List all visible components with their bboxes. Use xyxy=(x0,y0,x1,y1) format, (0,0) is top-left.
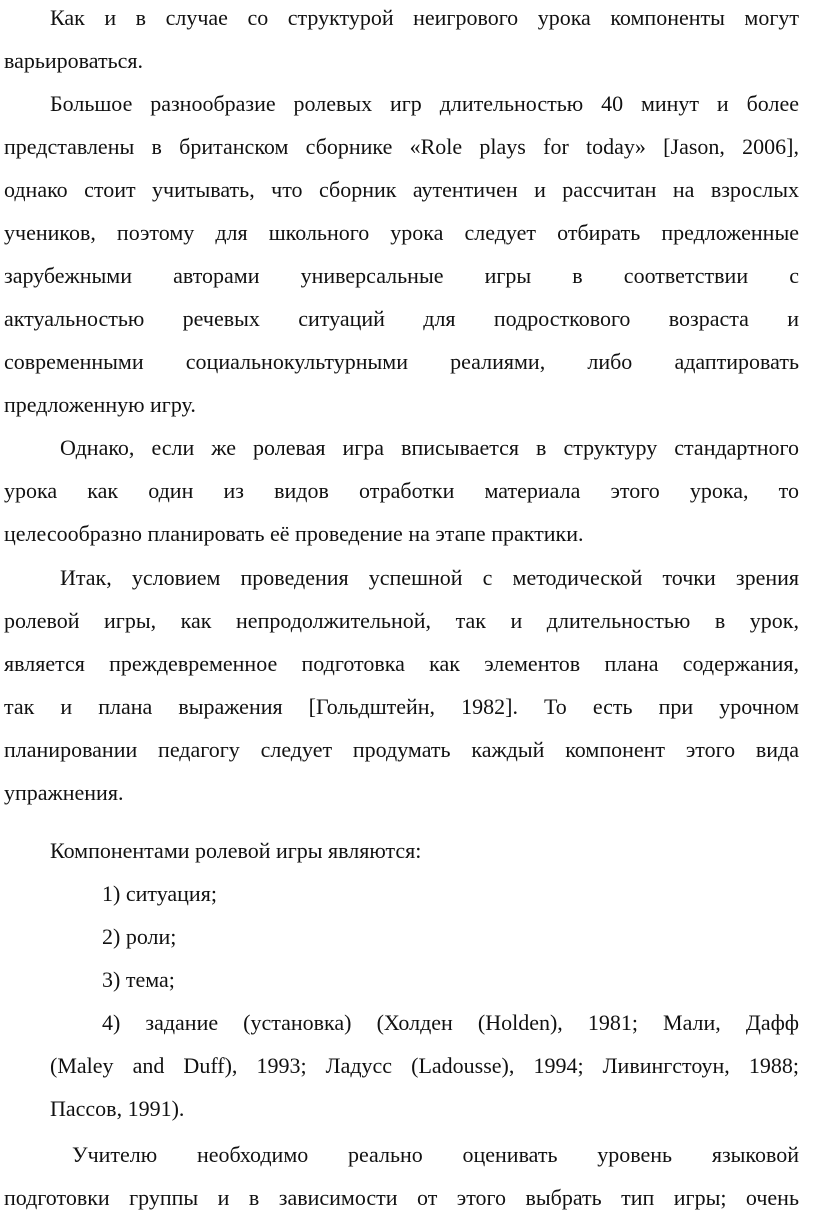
text-line: актуальностью речевых ситуаций для подросткового возраста и xyxy=(4,306,799,331)
text-line: варьироваться. xyxy=(4,48,143,73)
text-line: учеников, поэтому для школьного урока следует отбирать предложенные xyxy=(4,220,799,245)
text-line: современными социальнокультурными реалиями, либо адаптировать xyxy=(4,349,799,374)
text-line: целесообразно планировать её проведение на этапе практики. xyxy=(4,521,584,546)
list-item: 3) тема; xyxy=(102,967,175,992)
text-line: Однако, если же ролевая игра вписывается в структуру стандартного xyxy=(60,435,799,460)
text-line: представлены в британском сборнике «Role plays for today» [Jason, 2006], xyxy=(4,134,799,159)
text-line: урока как один из видов отработки материала этого урока, то xyxy=(4,478,799,503)
text-line: Как и в случае со структурой неигрового урока компоненты могут xyxy=(50,5,799,30)
text-line: является преждевременное подготовка как элементов плана содержания, xyxy=(4,651,799,676)
text-line: упражнения. xyxy=(4,780,124,805)
text-line: предложенную игру. xyxy=(4,392,196,417)
text-line: подготовки группы и в зависимости от этого выбрать тип игры; очень xyxy=(4,1185,799,1210)
text-line: однако стоит учитывать, что сборник аутентичен и рассчитан на взрослых xyxy=(4,177,799,202)
list-item: 1) ситуация; xyxy=(102,881,217,906)
text-line: Большое разнообразие ролевых игр длительностью 40 минут и более xyxy=(50,91,799,116)
text-line: зарубежными авторами универсальные игры в соответствии с xyxy=(4,263,799,288)
text-line: Компонентами ролевой игры являются: xyxy=(50,838,422,863)
text-line: Пассов, 1991). xyxy=(50,1096,185,1121)
text-line: планировании педагогу следует продумать каждый компонент этого вида xyxy=(4,737,799,762)
list-item: 4) задание (установка) (Холден (Holden), 1981; Мали, Дафф xyxy=(102,1010,799,1035)
text-line: (Maley and Duff), 1993; Ладусс (Ladousse), 1994; Ливингстоун, 1988; xyxy=(50,1053,799,1078)
text-line: Итак, условием проведения успешной с методической точки зрения xyxy=(60,565,799,590)
text-line: Учителю необходимо реально оценивать уровень языковой xyxy=(72,1142,799,1167)
text-line: ролевой игры, как непродолжительной, так и длительностью в урок, xyxy=(4,608,799,633)
list-item: 2) роли; xyxy=(102,924,177,949)
text-line: так и плана выражения [Гольдштейн, 1982]. То есть при урочном xyxy=(4,694,799,719)
